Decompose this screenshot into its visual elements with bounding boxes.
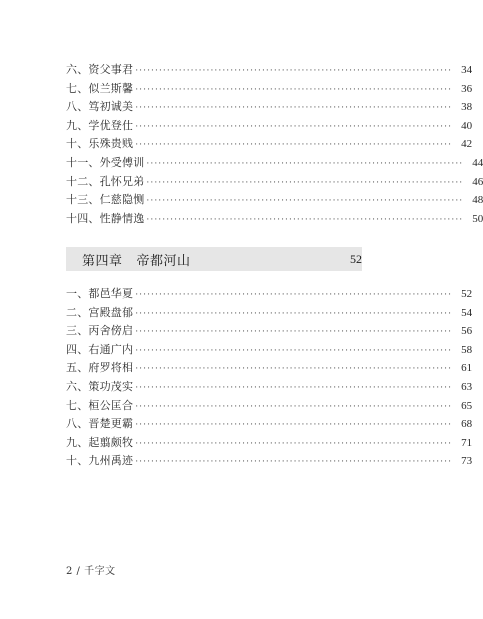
toc-entry[interactable] — [66, 154, 483, 173]
toc-entry-page: 61 — [461, 362, 473, 375]
toc-entry-title: 六、策功茂实 — [66, 379, 134, 393]
toc-entry-page: 58 — [461, 343, 473, 356]
toc-entry-page: 71 — [461, 436, 473, 449]
page-footer: 2 / 千字文 — [66, 566, 116, 577]
toc-entry[interactable] — [66, 191, 483, 210]
dot-leader: ················································································ — [135, 290, 453, 300]
toc-entry[interactable] — [66, 80, 473, 99]
toc-entry[interactable] — [66, 210, 483, 229]
toc-entry-page: 54 — [461, 306, 473, 319]
toc-entry-title: 十、九州禹迹 — [66, 454, 134, 468]
dot-leader: ················································································ — [135, 66, 453, 76]
toc-entry-page: 68 — [461, 418, 473, 431]
toc-entry-title: 十四、性静情逸 — [66, 211, 145, 225]
toc-entry[interactable] — [66, 117, 473, 136]
toc-list-top — [66, 61, 483, 228]
toc-entry[interactable] — [66, 434, 473, 453]
dot-leader: ················································································ — [135, 364, 453, 375]
toc-entry[interactable] — [66, 285, 473, 304]
toc-entry-title: 三、丙舍傍启 — [66, 324, 134, 338]
dot-leader: ················································································ — [135, 420, 453, 431]
dot-leader: ················································································ — [135, 457, 453, 468]
toc-entry-title: 十二、孔怀兄弟 — [66, 174, 145, 188]
toc-entry[interactable] — [66, 98, 473, 117]
toc-entry-page: 36 — [461, 82, 473, 95]
toc-entry[interactable] — [66, 304, 473, 323]
chapter-page-number: 52 — [350, 251, 362, 266]
dot-leader: ················································································ — [135, 308, 453, 319]
toc-entry[interactable] — [66, 397, 473, 416]
toc-entry-page: 44 — [472, 156, 483, 169]
toc-entry-page: 73 — [461, 455, 473, 468]
dot-leader: ················································································ — [135, 382, 453, 393]
chapter-heading[interactable] — [66, 247, 362, 271]
dot-leader: ················································································ — [135, 401, 453, 412]
toc-entry-page: 52 — [461, 288, 473, 300]
toc-entry-page: 46 — [472, 175, 483, 188]
dot-leader: ················································································ — [146, 196, 464, 207]
toc-entry-page: 42 — [461, 138, 473, 151]
toc-list-bottom — [66, 285, 473, 471]
dot-leader: ················································································ — [135, 345, 453, 356]
toc-entry[interactable] — [66, 415, 473, 434]
toc-entry-page: 48 — [472, 194, 483, 207]
toc-entry[interactable] — [66, 173, 483, 192]
toc-entry-title: 九、起翦颇牧 — [66, 435, 134, 449]
toc-entry-page: 56 — [461, 325, 473, 338]
toc-entry-title: 九、学优登仕 — [66, 118, 134, 132]
toc-entry-page: 50 — [472, 212, 483, 225]
toc-entry-title: 六、资父事君 — [66, 63, 134, 76]
toc-entry[interactable] — [66, 359, 473, 378]
toc-entry-title: 五、府罗将相 — [66, 361, 134, 375]
dot-leader: ················································································ — [146, 177, 464, 188]
toc-entry-title: 七、桓公匡合 — [66, 398, 134, 412]
toc-entry[interactable] — [66, 61, 473, 80]
toc-entry-title: 十、乐殊贵贱 — [66, 137, 134, 151]
chapter-number: 第四章 — [82, 253, 123, 269]
dot-leader: ················································································ — [135, 438, 453, 449]
toc-entry[interactable] — [66, 452, 473, 471]
chapter-title — [82, 250, 191, 269]
toc-entry[interactable] — [66, 135, 473, 154]
toc-entry[interactable] — [66, 341, 473, 360]
dot-leader: ················································································ — [135, 327, 453, 338]
dot-leader: ················································································ — [146, 158, 464, 169]
toc-entry-page: 40 — [461, 119, 473, 132]
toc-entry-page: 63 — [461, 380, 473, 393]
toc-entry[interactable] — [66, 322, 473, 341]
toc-entry-title: 二、宫殿盘郁 — [66, 305, 134, 319]
toc-entry-title: 七、似兰斯馨 — [66, 81, 134, 95]
toc-entry[interactable] — [66, 378, 473, 397]
toc-entry-title: 十三、仁慈隐恻 — [66, 193, 145, 207]
dot-leader: ················································································ — [135, 103, 453, 114]
dot-leader: ················································································ — [135, 140, 453, 151]
dot-leader: ················································································ — [135, 84, 453, 95]
toc-entry-title: 四、右通广内 — [66, 342, 134, 356]
dot-leader: ················································································ — [146, 214, 464, 225]
chapter-name: 帝都河山 — [136, 253, 191, 269]
toc-entry-title: 八、笃初诚美 — [66, 100, 134, 114]
toc-entry-page: 65 — [461, 399, 473, 412]
toc-entry-page: 38 — [461, 101, 473, 114]
toc-entry-title: 一、都邑华夏 — [66, 287, 134, 300]
toc-entry-page: 34 — [461, 64, 473, 76]
toc-entry-title: 八、晋楚更霸 — [66, 417, 134, 431]
toc-entry-title: 十一、外受傅训 — [66, 155, 145, 169]
dot-leader: ················································································ — [135, 121, 453, 132]
